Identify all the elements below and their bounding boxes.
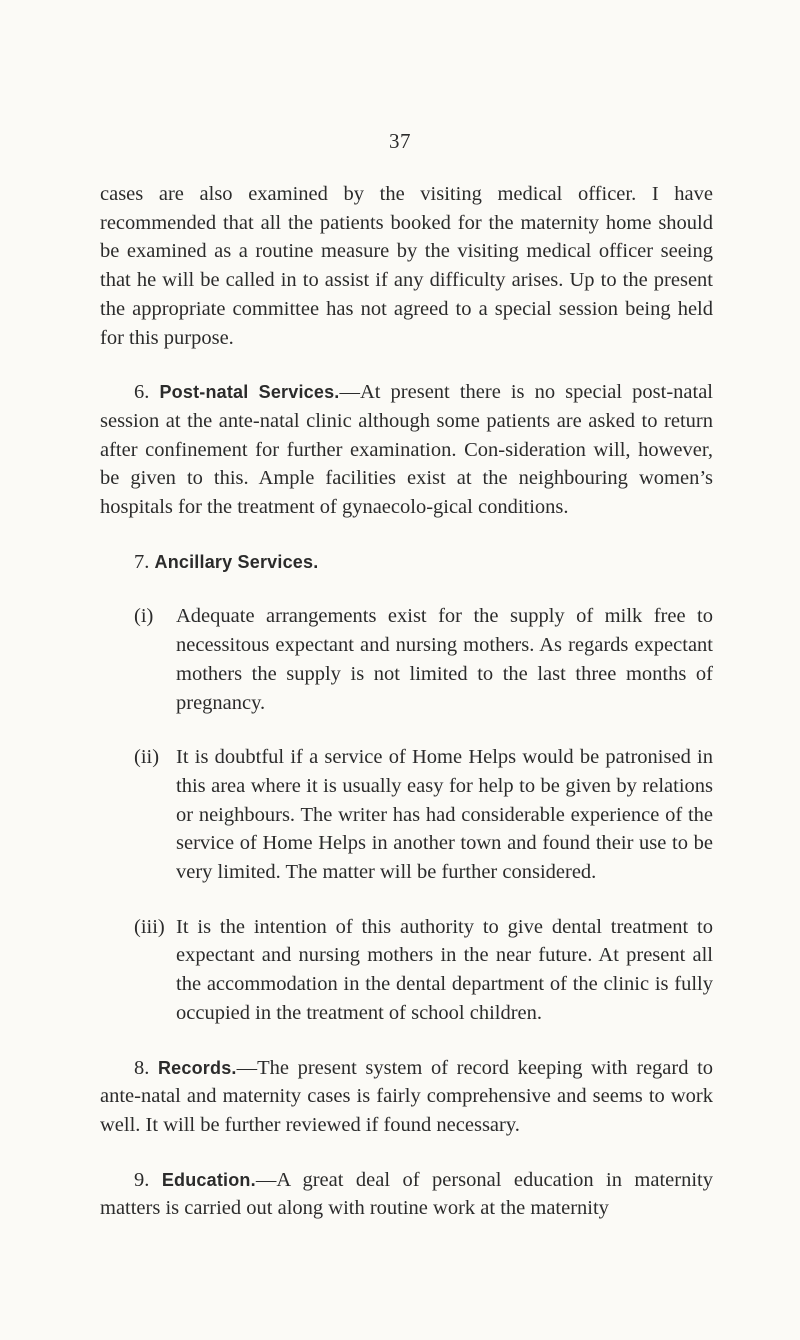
section-6-heading: Post-natal Services. <box>159 382 340 403</box>
section-6-number: 6. <box>134 381 150 404</box>
section-9-body: —A great deal of personal education in maternity matters is carried out along with routine work at the maternity <box>100 1168 713 1220</box>
list-item-text: It is the intention of this authority to give dental treatment to expectant and nursing mothers in the near future. At present all the accommodation in the dental department of the clinic is fully occupied in the treatment of school children. <box>176 915 713 1024</box>
list-item-label: (i) <box>134 605 154 628</box>
section-7-heading: Ancillary Services. <box>154 551 319 572</box>
section-8-heading: Records. <box>157 1057 237 1078</box>
list-item-text: Adequate arrangements exist for the supply of milk free to necessitous expectant and nursing mothers. As regards expectant mothers the supply is not limited to the last three months of pregnancy. <box>176 605 713 714</box>
section-9-number: 9. <box>134 1168 150 1191</box>
section-6-paragraph <box>100 378 713 522</box>
section-8-body: —The present system of record keeping with regard to ante-natal and maternity cases is fairly comprehensive and seems to work well. It will be further reviewed if found necessary. <box>100 1056 714 1136</box>
section-8-paragraph <box>100 1054 713 1140</box>
list-item-label: (iii) <box>134 915 165 938</box>
section-9-paragraph <box>100 1166 713 1223</box>
section-6-body: —At present there is no special post-natal session at the ante-natal clinic although some patients are asked to return after confinement for further examination. Con-sideration will, however, be given to this. Ample facilities exist at the neighbouring women’s hospitals for the treatment of gynaecolo-gical conditions. <box>100 381 713 519</box>
section-8-number: 8. <box>134 1056 150 1079</box>
body-text <box>100 180 713 1223</box>
page-number: 37 <box>389 129 411 153</box>
intro-paragraph: cases are also examined by the visiting medical officer. I have recommended that all the patients booked for the maternity home should be examined as a routine measure by the visiting medical officer seeing that he will be called in to assist if any difficulty arises. Up to the present the appropriate committee has not agreed to a special session being held for this purpose. <box>100 183 713 349</box>
list-item-text: It is doubtful if a service of Home Helps would be patronised in this area where it is usually easy for help to be given by relations or neighbours. The writer has had considerable experience of the service of Home Helps in another town and found their use to be very limited. The matter will be further considered. <box>176 746 713 884</box>
list-item <box>100 743 713 887</box>
section-9-heading: Education. <box>161 1169 256 1190</box>
list-item <box>100 602 713 717</box>
section-7-number: 7. <box>134 550 150 573</box>
list-item-label: (ii) <box>134 746 160 769</box>
list-item <box>100 913 713 1028</box>
section-7-heading-line <box>100 548 713 577</box>
